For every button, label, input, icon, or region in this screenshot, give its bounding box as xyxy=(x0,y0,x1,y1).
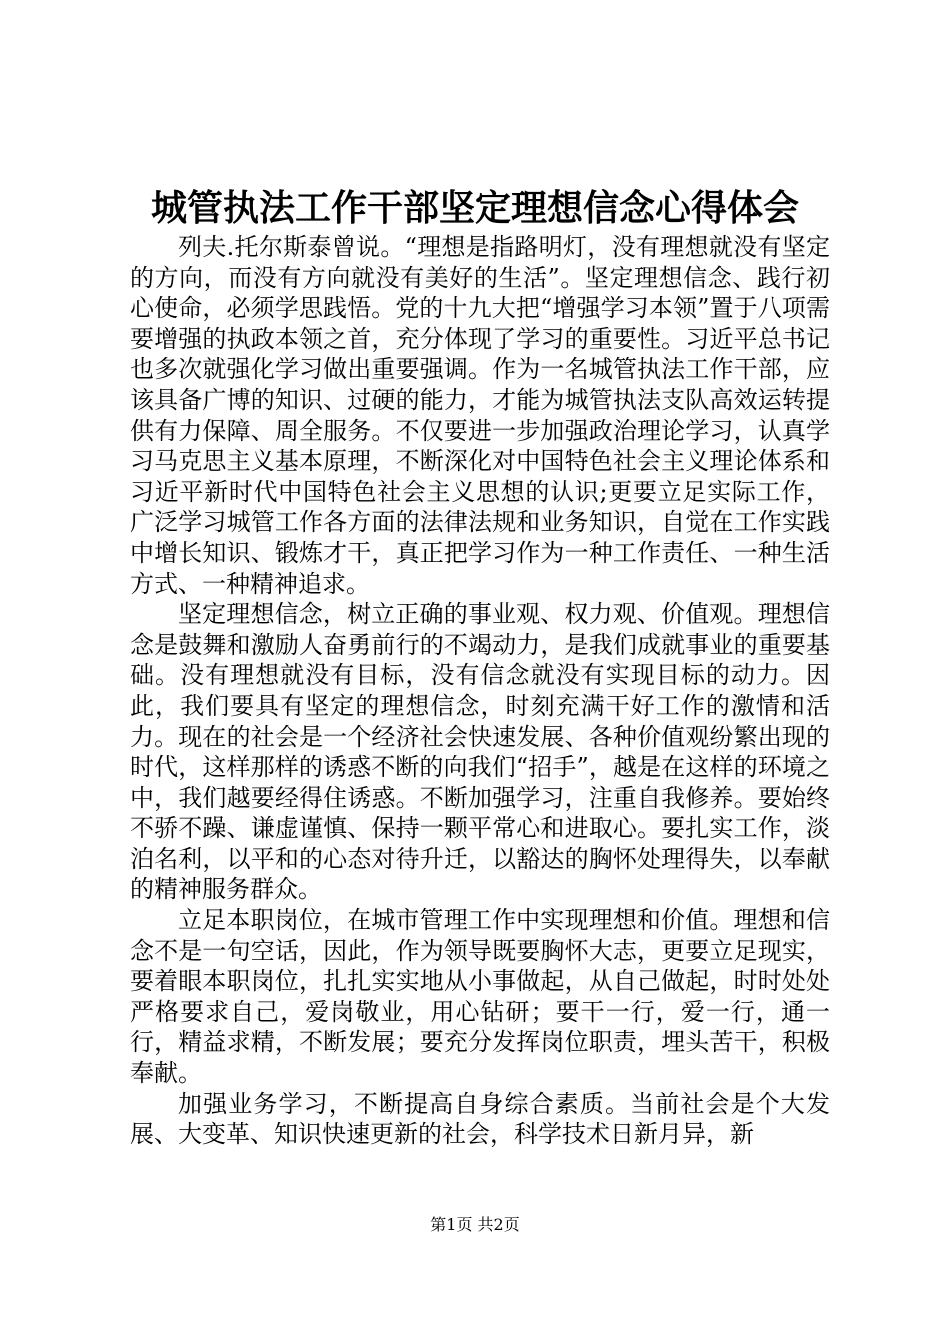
paragraph-1: 列夫.托尔斯泰曾说。“理想是指路明灯，没有理想就没有坚定的方向，而没有方向就没有美好的生活”。坚定理想信念、践行初心使命，必须学思践悟。党的十九大把“增强学习本领”置于八项需要增强的执政本领之首，充分体现了学习的重要性。习近平总书记也多次就强化学习做出重要强调。作为一名城管执法工作干部，应该具备广博的知识、过硬的能力，才能为城管执法支队高效运转提供有力保障、周全服务。不仅要进一步加强政治理论学习，认真学习马克思主义基本原理，不断深化对中国特色社会主义理论体系和习近平新时代中国特色社会主义思想的认识;更要立足实际工作，广泛学习城管工作各方面的法律法规和业务知识，自觉在工作实践中增长知识、锻炼才干，真正把学习作为一种工作责任、一种生活方式、一种精神追求。 xyxy=(130,233,830,598)
paragraph-4: 加强业务学习，不断提高自身综合素质。当前社会是个大发展、大变革、知识快速更新的社会，科学技术日新月异，新 xyxy=(130,1089,830,1149)
paragraph-3: 立足本职岗位，在城市管理工作中实现理想和价值。理想和信念不是一句空话，因此，作为领导既要胸怀大志，更要立足现实，要着眼本职岗位，扎扎实实地从小事做起，从自己做起，时时处处严格要求自己，爱岗敬业，用心钻研；要干一行，爱一行，通一行，精益求精，不断发展；要充分发挥岗位职责，埋头苦干，积极奉献。 xyxy=(130,906,830,1088)
page-number-footer: 第1页 共2页 xyxy=(430,1215,520,1234)
document-title: 城管执法工作干部坚定理想信念心得体会 xyxy=(150,187,799,229)
document-body xyxy=(130,232,830,1150)
paragraph-2: 坚定理想信念，树立正确的事业观、权力观、价值观。理想信念是鼓舞和激励人奋勇前行的不竭动力，是我们成就事业的重要基础。没有理想就没有目标，没有信念就没有实现目标的动力。因此，我们要具有坚定的理想信念，时刻充满干好工作的激情和活力。现在的社会是一个经济社会快速发展、各种价值观纷繁出现的时代，这样那样的诱惑不断的向我们“招手”，越是在这样的环境之中，我们越要经得住诱惑。不断加强学习，注重自我修养。要始终不骄不躁、谦虚谨慎、保持一颗平常心和进取心。要扎实工作，淡泊名利，以平和的心态对待升迁，以豁达的胸怀处理得失，以奉献的精神服务群众。 xyxy=(130,600,830,904)
